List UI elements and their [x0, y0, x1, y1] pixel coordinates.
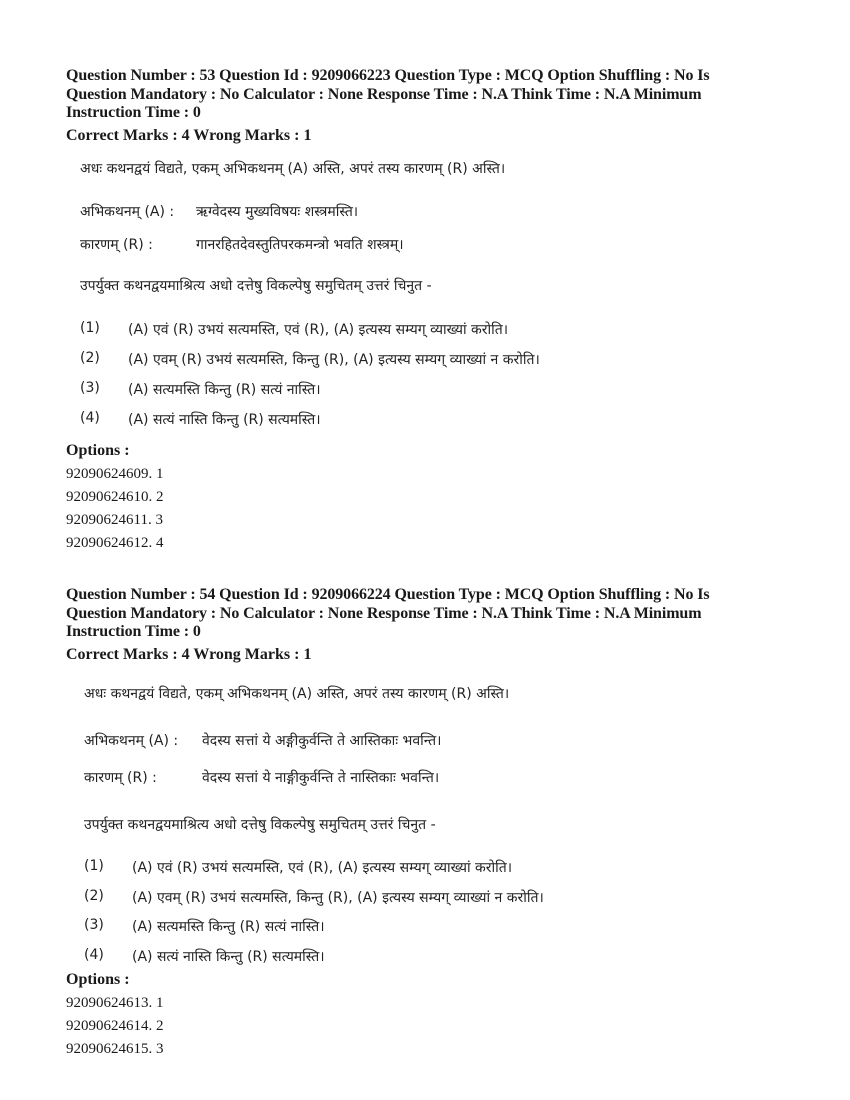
choice-text: (A) एवं (R) उभयं सत्यमस्ति, एवं (R), (A) इत्यस्य सम्यग् व्याख्यां करोति।: [132, 860, 513, 876]
question-54-marks: Correct Marks : 4 Wrong Marks : 1: [66, 646, 312, 663]
choice-text: (A) एवम् (R) उभयं सत्यमस्ति, किन्तु (R), (A) इत्यस्य सम्यग् व्याख्यां न करोति।: [132, 890, 544, 906]
options-heading: Options :: [66, 971, 130, 988]
question-53-meta: [66, 67, 710, 123]
option-row: 92090624614. 2: [66, 1018, 164, 1034]
choice-text: (A) सत्यमस्ति किन्तु (R) सत्यं नास्ति।: [132, 919, 325, 935]
meta-line: Question Mandatory : No Calculator : None Response Time : N.A Think Time : N.A Minimum: [66, 85, 702, 103]
meta-line: Instruction Time : 0: [66, 104, 201, 121]
option-row: 92090624611. 3: [66, 512, 163, 528]
question-intro: अधः कथनद्वयं विद्यते, एकम् अभिकथनम् (A) अस्ति, अपरं तस्य कारणम् (R) अस्ति।: [80, 161, 506, 177]
choice-number: (1): [84, 858, 104, 874]
reason-text: गानरहितदेवस्तुतिपरकमन्त्रो भवति शस्त्रम्।: [196, 237, 404, 253]
meta-line: Question Number : 53 Question Id : 9209066223 Question Type : MCQ Option Shuffling : No Is: [66, 67, 710, 84]
question-intro: अधः कथनद्वयं विद्यते, एकम् अभिकथनम् (A) अस्ति, अपरं तस्य कारणम् (R) अस्ति।: [84, 686, 510, 702]
meta-line: Instruction Time : 0: [66, 623, 201, 640]
assertion-label: अभिकथनम् (A) :: [84, 733, 179, 749]
question-53-marks: Correct Marks : 4 Wrong Marks : 1: [66, 127, 312, 144]
reason-label: कारणम् (R) :: [80, 237, 153, 253]
choice-number: (4): [84, 947, 104, 963]
choice-number: (3): [80, 380, 100, 396]
choice-number: (1): [80, 320, 100, 336]
assertion-text: वेदस्य सत्तां ये अङ्गीकुर्वन्ति ते आस्तिकाः भवन्ति।: [202, 733, 442, 749]
reason-text: वेदस्य सत्तां ये नाङ्गीकुर्वन्ति ते नास्तिकाः भवन्ति।: [202, 770, 440, 786]
meta-line: Question Mandatory : No Calculator : None Response Time : N.A Think Time : N.A Minimum: [66, 604, 702, 622]
choice-number: (3): [84, 917, 104, 933]
option-row: 92090624612. 4: [66, 535, 164, 551]
question-instruction: उपर्युक्त कथनद्वयमाश्रित्य अधो दत्तेषु विकल्पेषु समुचितम् उत्तरं चिनुत -: [84, 817, 436, 833]
question-54-meta: [66, 586, 710, 642]
option-row: 92090624613. 1: [66, 995, 164, 1011]
choice-text: (A) सत्यं नास्ति किन्तु (R) सत्यमस्ति।: [132, 949, 325, 965]
meta-line: Question Number : 54 Question Id : 9209066224 Question Type : MCQ Option Shuffling : No Is: [66, 586, 710, 603]
choice-number: (2): [80, 350, 100, 366]
choice-number: (2): [84, 888, 104, 904]
question-instruction: उपर्युक्त कथनद्वयमाश्रित्य अधो दत्तेषु विकल्पेषु समुचितम् उत्तरं चिनुत -: [80, 278, 432, 294]
option-row: 92090624610. 2: [66, 489, 164, 505]
choice-text: (A) सत्यं नास्ति किन्तु (R) सत्यमस्ति।: [128, 412, 321, 428]
options-heading: Options :: [66, 442, 130, 459]
option-row: 92090624615. 3: [66, 1041, 164, 1057]
option-row: 92090624609. 1: [66, 466, 164, 482]
choice-text: (A) एवम् (R) उभयं सत्यमस्ति, किन्तु (R), (A) इत्यस्य सम्यग् व्याख्यां न करोति।: [128, 352, 540, 368]
choice-text: (A) सत्यमस्ति किन्तु (R) सत्यं नास्ति।: [128, 382, 321, 398]
assertion-label: अभिकथनम् (A) :: [80, 204, 175, 220]
reason-label: कारणम् (R) :: [84, 770, 157, 786]
choice-text: (A) एवं (R) उभयं सत्यमस्ति, एवं (R), (A) इत्यस्य सम्यग् व्याख्यां करोति।: [128, 322, 509, 338]
assertion-text: ऋग्वेदस्य मुख्यविषयः शस्त्रमस्ति।: [196, 204, 359, 220]
choice-number: (4): [80, 410, 100, 426]
